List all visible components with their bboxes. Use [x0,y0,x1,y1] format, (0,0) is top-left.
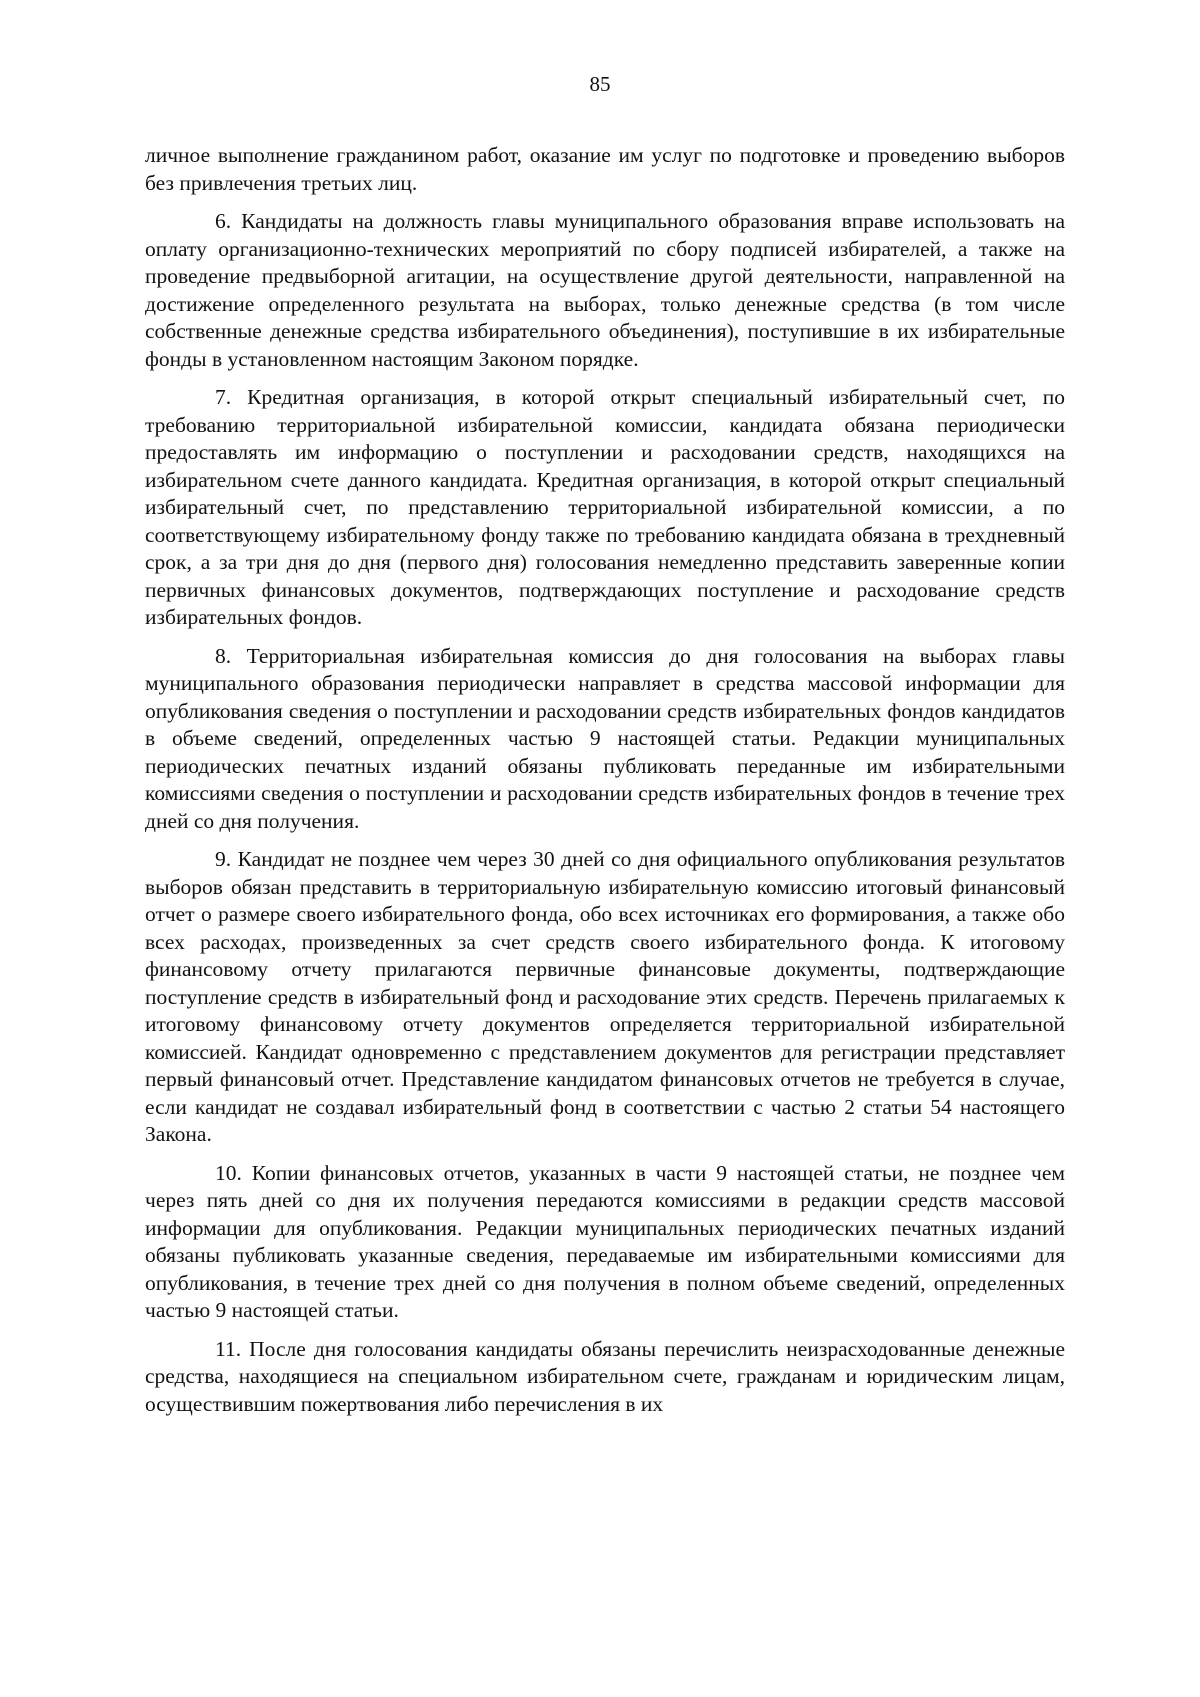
paragraph-7: 7. Кредитная организация, в которой открыт специальный избирательный счет, по требованию территориальной избирательной комиссии, кандидата обязана периодически предоставлять им информацию о поступлении и расходовании средств, находящихся на избирательном счете данного кандидата. Кредитная организация, в которой открыт специальный избирательный счет, по представлению территориальной избирательной комиссии, а по соответствующему избирательному фонду также по требованию кандидата обязана в трехдневный срок, а за три дня до дня (первого дня) голосования немедленно представить заверенные копии первичных финансовых документов, подтверждающих поступление и расходование средств избирательных фондов. [145,385,1065,629]
page-number: 85 [589,72,611,96]
document-body [145,142,1065,1418]
paragraph-11: 11. После дня голосования кандидаты обязаны перечислить неизрасходованные денежные средства, находящиеся на специальном избирательном счете, гражданам и юридическим лицам, осуществившим пожертвования либо перечисления в их [145,1336,1065,1416]
paragraph-6: 6. Кандидаты на должность главы муниципального образования вправе использовать на оплату организационно-технических мероприятий по сбору подписей избирателей, а также на проведение предвыборной агитации, на осуществление другой деятельности, направленной на достижение определенного результата на выборах, только денежные средства (в том числе собственные денежные средства избирательного объединения), поступившие в их избирательные фонды в установленном настоящим Законом порядке. [145,209,1065,371]
paragraph-10: 10. Копии финансовых отчетов, указанных в части 9 настоящей статьи, не позднее чем через пять дней со дня их получения передаются комиссиями в редакции средств массовой информации для опубликования. Редакции муниципальных периодических печатных изданий обязаны публиковать указанные сведения, передаваемые им избирательными комиссиями для опубликования, в течение трех дней со дня получения в полном объеме сведений, определенных частью 9 настоящей статьи. [145,1160,1065,1322]
paragraph-continuation: личное выполнение гражданином работ, оказание им услуг по подготовке и проведению выборов без привлечения третьих лиц. [145,143,1065,195]
paragraph-8: 8. Территориальная избирательная комиссия до дня голосования на выборах главы муниципального образования периодически направляет в средства массовой информации для опубликования сведения о поступлении и расходовании средств избирательных фондов кандидатов в объеме сведений, определенных частью 9 настоящей статьи. Редакции муниципальных периодических печатных изданий обязаны публиковать переданные им избирательными комиссиями сведения о поступлении и расходовании средств избирательных фондов в течение трех дней со дня получения. [145,643,1065,833]
paragraph-9: 9. Кандидат не позднее чем через 30 дней со дня официального опубликования результатов выборов обязан представить в территориальную избирательную комиссию итоговый финансовый отчет о размере своего избирательного фонда, обо всех источниках его формирования, а также обо всех расходах, произведенных за счет средств своего избирательного фонда. К итоговому финансовому отчету прилагаются первичные финансовые документы, подтверждающие поступление средств в избирательный фонд и расходование этих средств. Перечень прилагаемых к итоговому финансовому отчету документов определяется территориальной избирательной комиссией. Кандидат одновременно с представлением документов для регистрации представляет первый финансовый отчет. Представление кандидатом финансовых отчетов не требуется в случае, если кандидат не создавал избирательный фонд в соответствии с частью 2 статьи 54 настоящего Закона. [145,847,1065,1146]
